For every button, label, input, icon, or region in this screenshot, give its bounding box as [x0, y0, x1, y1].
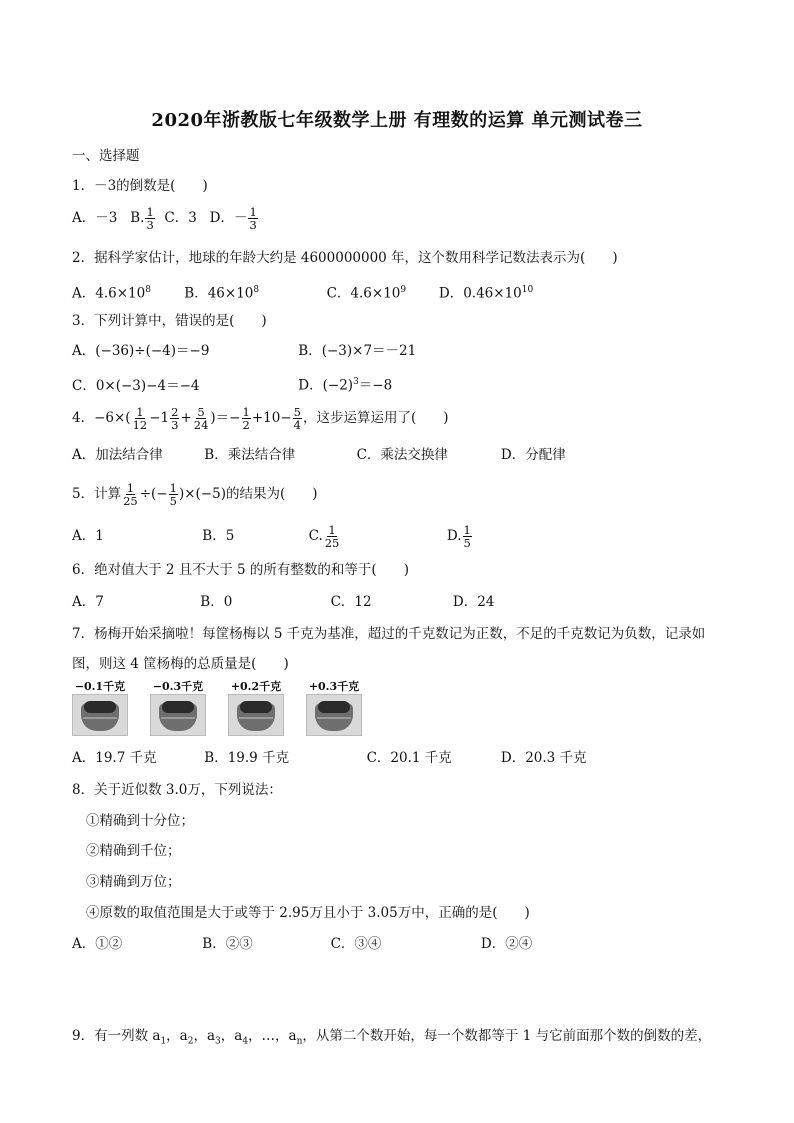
- q4-option-b: B．乘法结合律: [204, 447, 296, 463]
- q1-option-c: C．3: [164, 210, 197, 226]
- fraction: $\frac{5}{4}$: [293, 405, 301, 432]
- basket-2: [150, 680, 206, 736]
- q8-statement-1: ①精确到十分位；: [86, 813, 194, 829]
- fraction: $\frac{1}{5}$: [463, 523, 471, 550]
- q2-option-a: A．$4.6\times 10^8$: [72, 285, 151, 302]
- basket-label: −0.1千克: [74, 680, 126, 693]
- question-6-options: [72, 592, 494, 612]
- q5-option-b: B．5: [202, 528, 235, 544]
- fraction: $\frac{1}{3}$: [146, 205, 154, 232]
- basket-3: [228, 680, 284, 736]
- question-8-options: [72, 934, 532, 954]
- question-3-options-ab: [72, 341, 416, 361]
- q8-statement-2: ②精确到千位；: [86, 843, 181, 859]
- q5-option-c: C. $\frac{1}{25}$: [308, 523, 340, 550]
- question-4-stem: 4．−6×( $\frac{1}{12}$ −1 $\frac{2}{3}$ + $\frac{5}{24}$ )＝− $\frac{1}{2}$ +10− $\frac{5}{4}$ ，这步运算运用了( ): [72, 405, 449, 432]
- basket-label: +0.2千克: [230, 680, 282, 693]
- question-2-stem: 2．据科学家估计，地球的年龄大约是 4600000000 年，这个数用科学记数法表示为( ): [72, 250, 618, 266]
- q7-option-b: B．19.9 千克: [204, 750, 290, 766]
- q1-option-d: D．－ $\frac{1}{3}$: [209, 205, 257, 232]
- question-9-stem: 9．有一列数 $a_1$，$a_2$，$a_3$，$a_4$，…，$a_n$，从第二个数开始，每一个数都等于 1 与它前面那个数的倒数的差，: [72, 1028, 712, 1047]
- page-title: 2020年浙教版七年级数学上册 有理数的运算 单元测试卷三: [151, 110, 643, 131]
- question-5-options: [72, 524, 473, 549]
- q4-option-d: D．分配律: [500, 447, 566, 463]
- q3-option-a: A．(−36)÷(−4)＝−9: [72, 343, 210, 359]
- q3-option-c: C．0×(−3)−4＝−4: [72, 377, 200, 394]
- question-1-stem: 1．－3的倒数是( ): [72, 178, 208, 194]
- q6-option-d: D．24: [452, 594, 495, 610]
- basket-label: −0.3千克: [152, 680, 204, 693]
- q5-option-a: A．1: [72, 528, 104, 544]
- fraction: $\frac{1}{3}$: [249, 205, 257, 232]
- q8-statement-4: ④原数的取值范围是大于或等于 2.95万且小于 3.05万中，正确的是( ): [86, 905, 530, 921]
- basket-photo: [306, 694, 362, 736]
- fraction: $\frac{5}{24}$: [193, 405, 209, 432]
- question-5-stem: 5．计算 $\frac{1}{25}$ ÷(− $\frac{1}{5}$ )×(−5)的结果为( ): [72, 481, 318, 508]
- question-3-stem: 3．下列计算中，错误的是( ): [72, 313, 267, 329]
- fraction: $\frac{1}{25}$: [123, 481, 138, 508]
- question-3-options-cd: [72, 372, 392, 396]
- basket-1: [72, 680, 128, 736]
- question-8-stem: 8．关于近似数 3.0万，下列说法：: [72, 782, 282, 798]
- basket-label: +0.3千克: [308, 680, 360, 693]
- question-7-stem-line2: 图，则这 4 筐杨梅的总质量是( ): [72, 656, 289, 672]
- basket-photo: [150, 694, 206, 736]
- basket-figure: [72, 680, 362, 736]
- q8-statement-3: ③精确到万位；: [86, 874, 181, 890]
- q2-option-b: B．$46\times 10^8$: [184, 285, 260, 302]
- q8-option-a: A．①②: [72, 936, 123, 952]
- q5-option-d: D. $\frac{1}{5}$: [446, 523, 471, 550]
- q8-option-b: B．②③: [202, 936, 253, 952]
- q8-option-d: D．②④: [480, 936, 533, 952]
- q7-option-c: C．20.1 千克: [366, 750, 452, 766]
- basket-4: [306, 680, 362, 736]
- q2-option-d: D．$0.46\times 10^{10}$: [438, 285, 534, 302]
- fraction: $\frac{1}{2}$: [242, 405, 250, 432]
- fraction: $\frac{1}{25}$: [324, 523, 340, 550]
- q6-option-b: B．0: [200, 594, 233, 610]
- question-6-stem: 6．绝对值大于 2 且不大于 5 的所有整数的和等于( ): [72, 562, 409, 578]
- q1-option-b: B. $\frac{1}{3}$: [130, 205, 154, 232]
- q6-option-c: C．12: [330, 594, 372, 610]
- q4-option-a: A．加法结合律: [72, 447, 163, 463]
- question-2-options: [72, 280, 722, 304]
- fraction: $\frac{1}{5}$: [169, 481, 177, 508]
- q7-option-a: A．19.7 千克: [72, 750, 157, 766]
- question-4-options: [72, 445, 566, 465]
- q8-option-c: C．③④: [330, 936, 382, 952]
- fraction: $\frac{2}{3}$: [171, 405, 179, 432]
- section-heading: 一、选择题: [72, 148, 140, 164]
- fraction: $\frac{1}{12}$: [132, 405, 148, 432]
- q3-option-b: B．(−3)×7＝－21: [298, 343, 417, 359]
- basket-photo: [228, 694, 284, 736]
- q2-option-c: C．$4.6\times 10^9$: [326, 285, 407, 302]
- question-7-stem-line1: 7．杨梅开始采摘啦！每筐杨梅以 5 千克为基准，超过的千克数记为正数，不足的千克数记为负数，记录如: [72, 626, 706, 642]
- q3-option-d: D．$(-2)^3=-8$: [298, 377, 393, 394]
- q1-option-a: A．－3: [72, 210, 118, 226]
- question-7-options: [72, 748, 587, 768]
- q6-option-a: A．7: [72, 594, 104, 610]
- question-1-options: [72, 206, 259, 231]
- q7-option-d: D．20.3 千克: [500, 750, 587, 766]
- basket-photo: [72, 694, 128, 736]
- q4-option-c: C．乘法交换律: [356, 447, 448, 463]
